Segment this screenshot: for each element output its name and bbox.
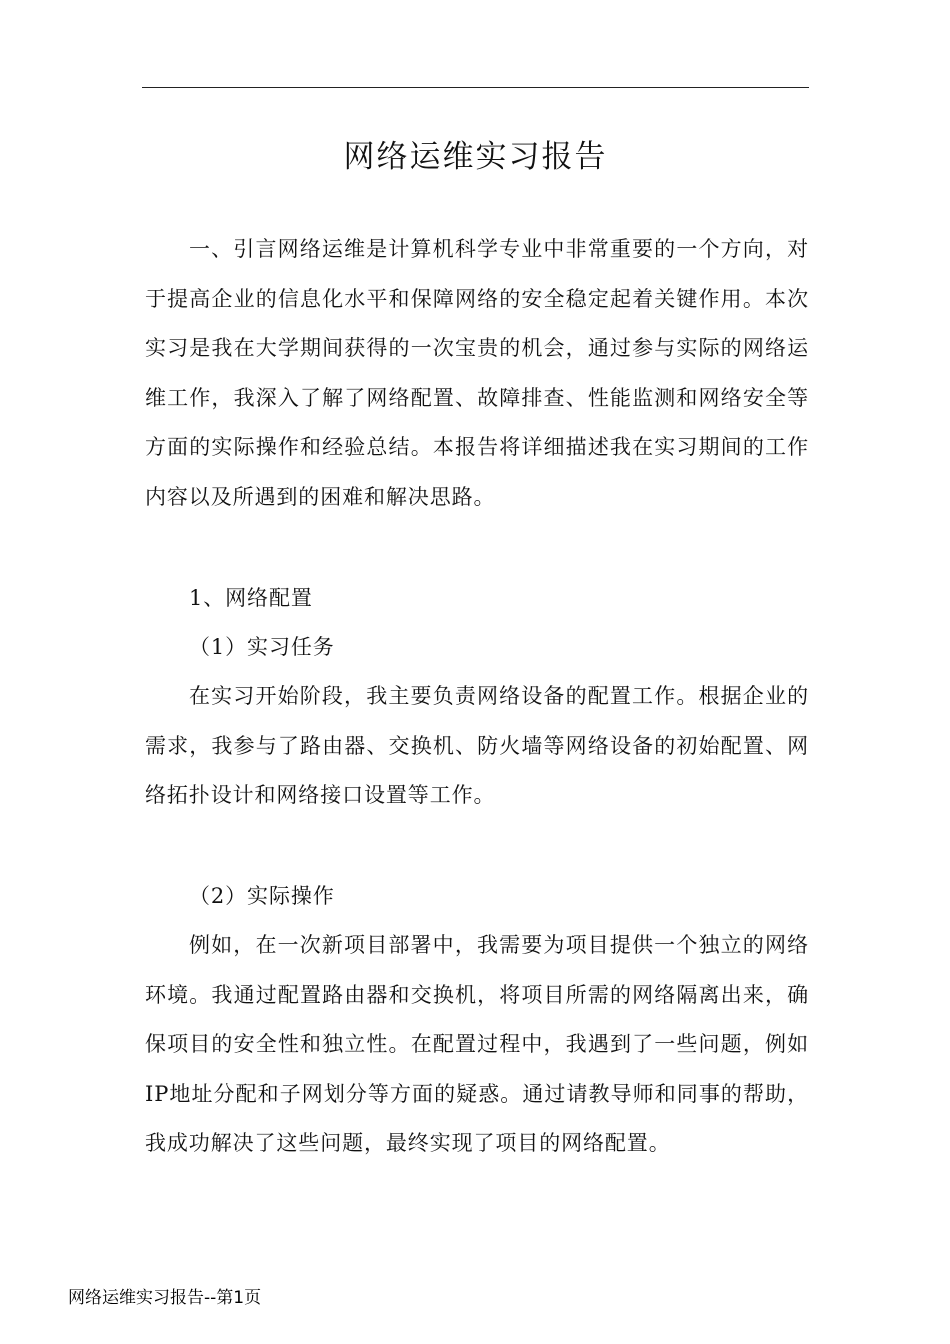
page-footer: 网络运维实习报告--第1页: [68, 1288, 262, 1308]
internship-tasks-paragraph: 在实习开始阶段，我主要负责网络设备的配置工作。根据企业的需求，我参与了路由器、交换机、防火墙等网络设备的初始配置、网络拓扑设计和网络接口设置等工作。: [145, 684, 809, 808]
section-heading-network-config: 1、网络配置: [189, 586, 313, 610]
subsection-heading-practical-operation: （2）实际操作: [189, 884, 335, 908]
subsection-heading-internship-tasks: （1）实习任务: [189, 635, 335, 659]
header-rule: [142, 87, 809, 88]
practical-operation-paragraph: 例如，在一次新项目部署中，我需要为项目提供一个独立的网络环境。我通过配置路由器和交换机，将项目所需的网络隔离出来，确保项目的安全性和独立性。在配置过程中，我遇到了一些问题，例如IP地址分配和子网划分等方面的疑惑。通过请教导师和同事的帮助，我成功解决了这些问题，最终实现了项目的网络配置。: [145, 933, 809, 1156]
document-title: 网络运维实习报告: [343, 139, 608, 175]
intro-paragraph: 一、引言网络运维是计算机科学专业中非常重要的一个方向，对于提高企业的信息化水平和保障网络的安全稳定起着关键作用。本次实习是我在大学期间获得的一次宝贵的机会，通过参与实际的网络运维工作，我深入了解了网络配置、故障排查、性能监测和网络安全等方面的实际操作和经验总结。本报告将详细描述我在实习期间的工作内容以及所遇到的困难和解决思路。: [145, 237, 809, 509]
